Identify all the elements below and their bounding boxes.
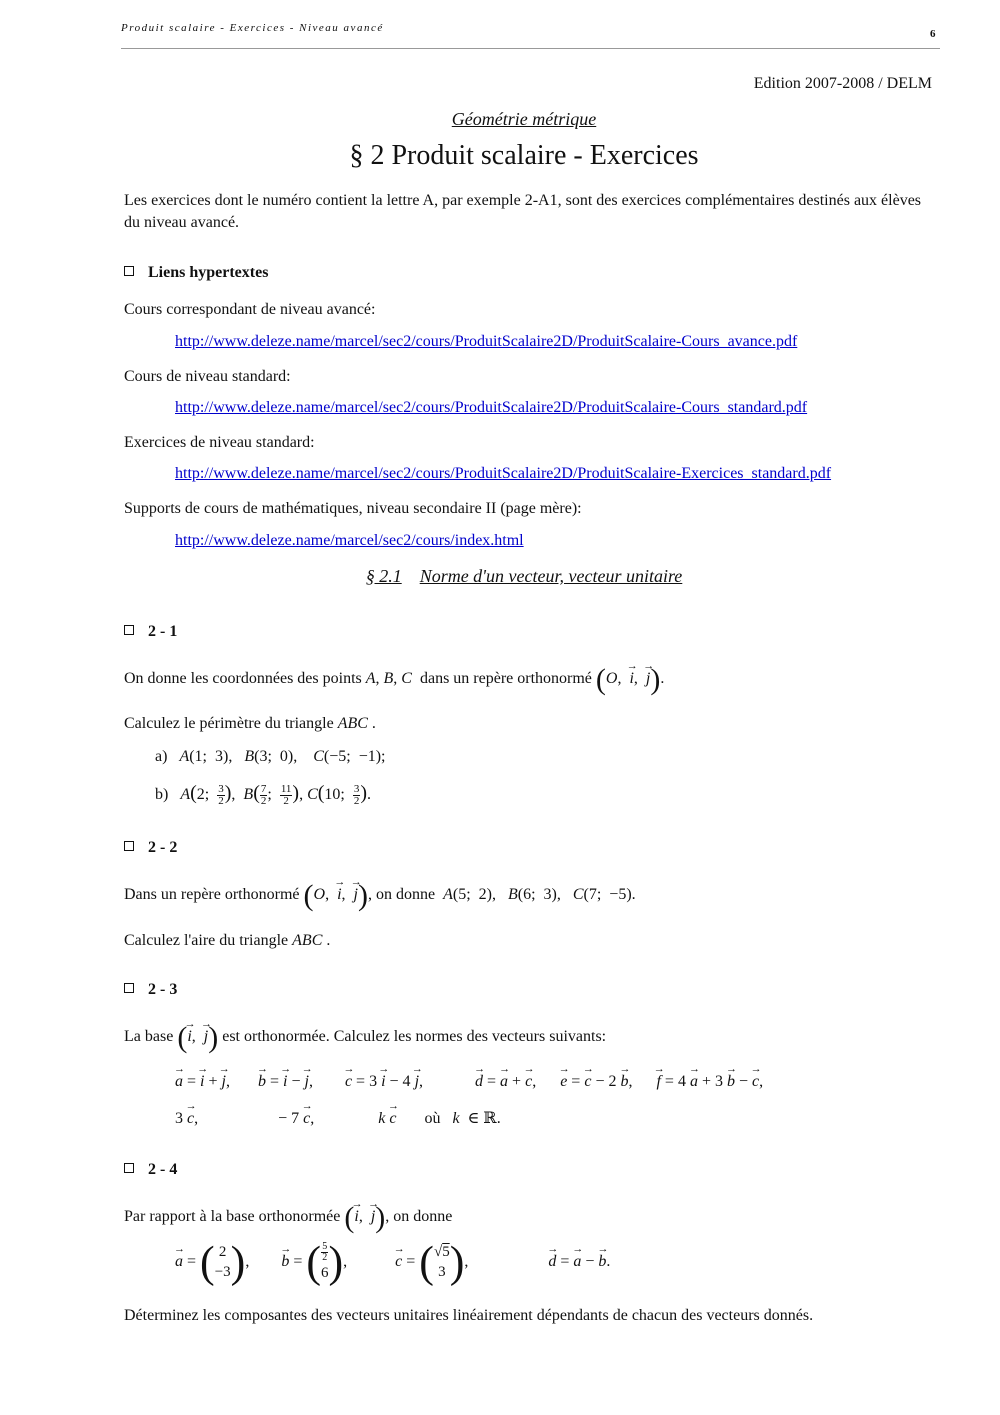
vector-multiples: 3 → c, − 7 → c, k → c où k ∈ ℝ. bbox=[175, 1108, 775, 1130]
checkbox-bullet-icon bbox=[124, 266, 134, 276]
exercise-text: Dans un repère orthonormé (O, → i, → j), on donne A(5; 2), B(6; 3), C(7; −5). bbox=[124, 884, 944, 907]
checkbox-bullet-icon bbox=[124, 983, 134, 993]
exercise-number: 2 - 4 bbox=[124, 1159, 924, 1181]
checkbox-bullet-icon bbox=[124, 841, 134, 851]
link-label: Cours correspondant de niveau avancé: bbox=[124, 301, 376, 318]
exercise-number: 2 - 3 bbox=[124, 979, 924, 1001]
checkbox-bullet-icon bbox=[124, 1163, 134, 1173]
exercise-text: Calculez l'aire du triangle ABC . bbox=[124, 932, 331, 949]
exercise-text: Par rapport à la base orthonormée (→ i, → j), on donne bbox=[124, 1206, 944, 1229]
link-cours-standard[interactable]: http://www.deleze.name/marcel/sec2/cours/ProduitScalaire2D/ProduitScalaire-Cours_standard.pdf bbox=[175, 399, 808, 416]
header-divider bbox=[121, 48, 940, 49]
exercise-text: La base (→ i, → j) est orthonormée. Calculez les normes des vecteurs suivants: bbox=[124, 1026, 944, 1049]
exercise-text: Déterminez les composantes des vecteurs unitaires linéairement dépendants de chacun des vecteurs donnés. bbox=[124, 1307, 814, 1324]
vector-components: → a = ( 2 −3), → b = ( $\frac{5}{2}$ 6), → c = (√5 3), → d = → a − → b. bbox=[175, 1237, 895, 1287]
link-cours-avance[interactable]: http://www.deleze.name/marcel/sec2/cours/ProduitScalaire2D/ProduitScalaire-Cours_avance.pdf bbox=[175, 333, 798, 350]
link-page-mere[interactable]: http://www.deleze.name/marcel/sec2/cours/index.html bbox=[175, 532, 524, 549]
exercise-text: On donne les coordonnées des points A, B, C dans un repère orthonormé (O, → i, → j). bbox=[124, 668, 944, 691]
vector-definitions: → a = → i + → j, → b = → i − → j, → c = 3 → i − 4 → j, → d = → a + → c, → e = → c − 2 → b, → f = 4 → a + 3 → b − → c, bbox=[175, 1071, 895, 1093]
link-exercices-standard[interactable]: http://www.deleze.name/marcel/sec2/cours/ProduitScalaire2D/ProduitScalaire-Exercices_standard.pdf bbox=[175, 465, 832, 482]
link-label: Exercices de niveau standard: bbox=[124, 434, 315, 451]
checkbox-bullet-icon bbox=[124, 625, 134, 635]
header-title: Produit scalaire - Exercices - Niveau avancé bbox=[121, 22, 384, 34]
exercise-number: 2 - 1 bbox=[124, 621, 924, 643]
subsection-heading: § 2.1 Norme d'un vecteur, vecteur unitaire bbox=[365, 566, 683, 586]
link-label: Supports de cours de mathématiques, niveau secondaire II (page mère): bbox=[124, 500, 582, 517]
intro-paragraph: Les exercices dont le numéro contient la lettre A, par exemple 2-A1, sont des exercices complémentaires destinés aux élèves du niveau avancé. bbox=[124, 192, 922, 231]
exercise-text: Calculez le périmètre du triangle ABC . bbox=[124, 715, 376, 732]
section-subtitle: Géométrie métrique bbox=[451, 109, 597, 129]
page-number: 6 bbox=[930, 28, 936, 40]
exercise-item-a: a) A(1; 3), B(3; 0), C(−5; −1); bbox=[155, 748, 386, 765]
exercise-item-b: b) A(2; $\frac{3}{2}$ ), B( $\frac{7}{2}$ ; $\frac{11}{2}$ ), C(10; $\frac{3}{2}$ ). bbox=[155, 782, 372, 807]
edition-note: Edition 2007-2008 / DELM bbox=[753, 75, 932, 92]
exercise-number: 2 - 2 bbox=[124, 837, 924, 859]
link-label: Cours de niveau standard: bbox=[124, 368, 291, 385]
links-heading: Liens hypertextes bbox=[124, 262, 924, 284]
page-title: § 2 Produit scalaire - Exercices bbox=[349, 140, 699, 171]
